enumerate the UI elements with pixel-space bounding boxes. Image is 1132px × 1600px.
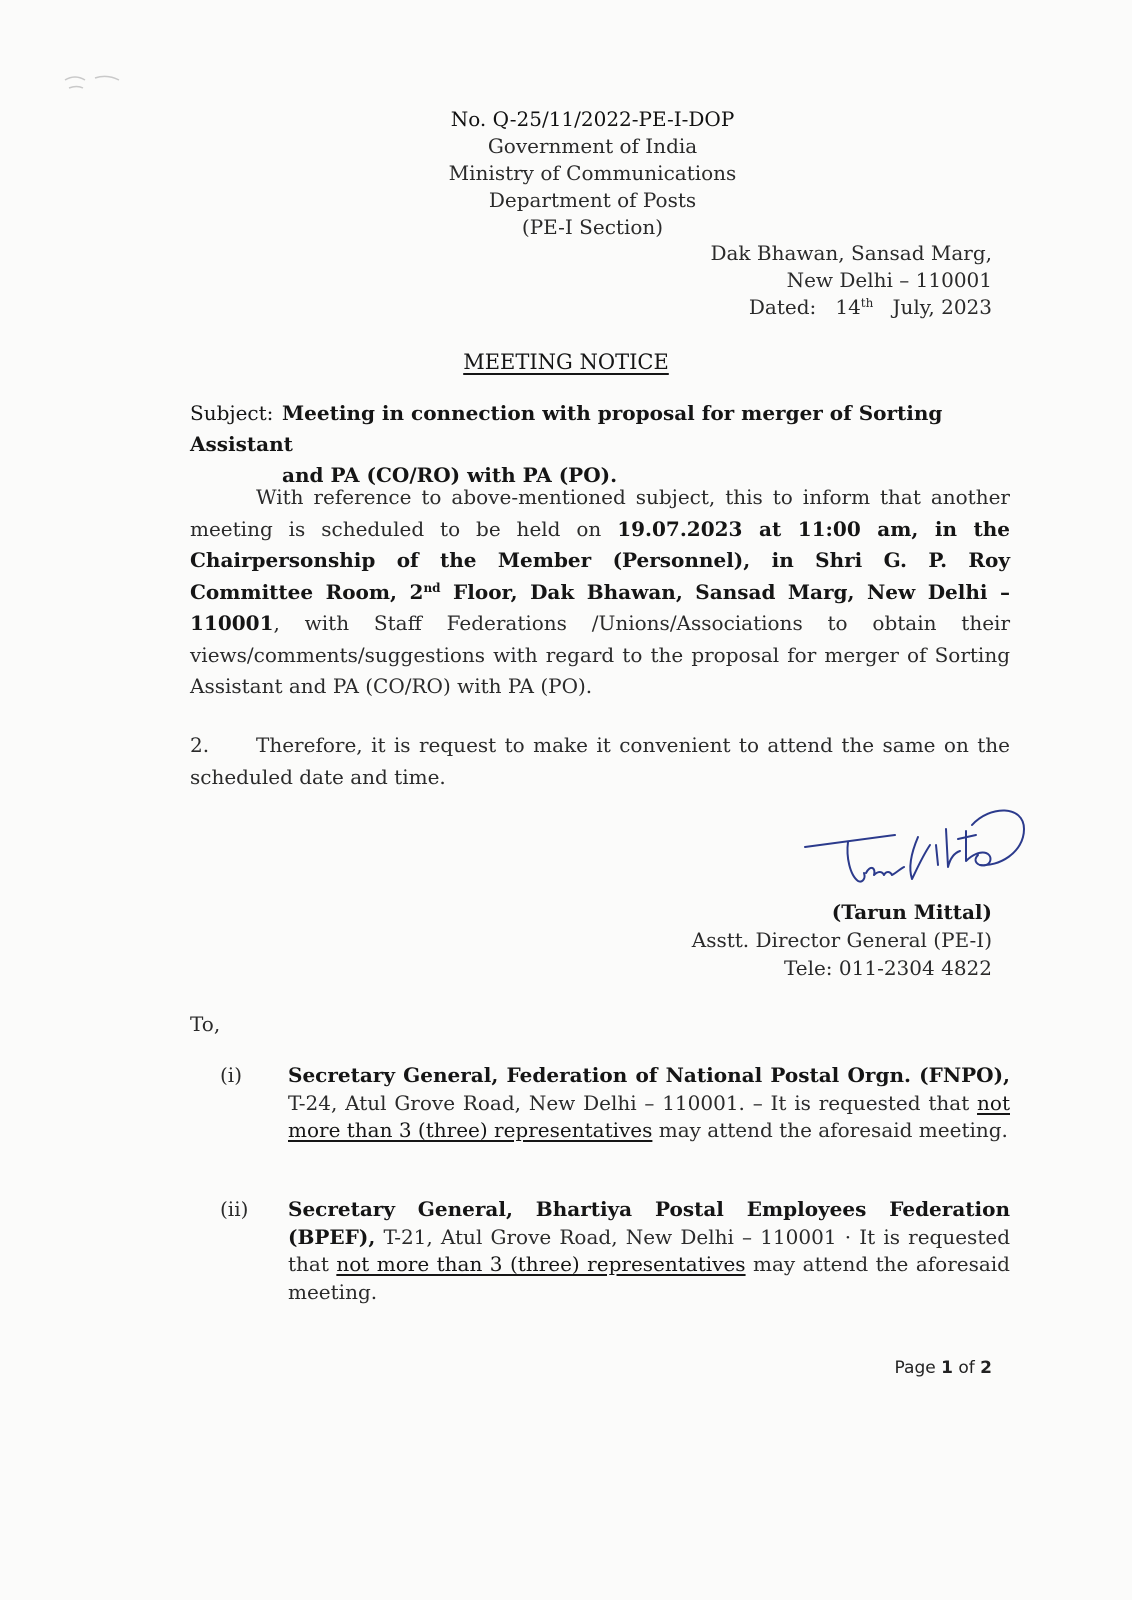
date-suffix: th xyxy=(860,296,874,310)
page-footer xyxy=(895,1358,992,1378)
para1-bold-2: Floor, Dak Bhawan, Sansad Marg, New Delhi – 110001 xyxy=(190,579,1010,635)
paragraph-2 xyxy=(190,730,1010,793)
page-current: 1 xyxy=(941,1358,953,1378)
para1-sup: nd xyxy=(423,580,441,595)
subject-line-1: Meeting in connection with proposal for merger of Sorting Assistant xyxy=(190,401,943,456)
address-block xyxy=(710,240,992,321)
recipient-limit: not more than 3 (three) representatives xyxy=(288,1090,1010,1142)
signatory-designation: Asstt. Director General (PE-I) xyxy=(691,928,992,952)
para1-bold-1: 19.07.2023 at 11:00 am, in the Chairpersonship of the Member (Personnel), in Shri G. P. Roy Committee Room, 2 xyxy=(190,516,1010,604)
recipient-name: Secretary General, Bhartiya Postal Employees Federation (BPEF), xyxy=(288,1197,1010,1249)
recipient-tail: may attend the aforesaid meeting. xyxy=(288,1252,1010,1304)
recipient-address: T-24, Atul Grove Road, New Delhi – 110001. – It is requested that xyxy=(288,1090,978,1115)
header-ministry: Ministry of Communications xyxy=(448,161,737,185)
page-total: 2 xyxy=(980,1358,992,1378)
recipient-index: (ii) xyxy=(220,1197,249,1221)
date-rest: July, 2023 xyxy=(892,295,992,319)
signatory-name: (Tarun Mittal) xyxy=(831,900,992,924)
para2-number: 2. xyxy=(190,733,210,757)
header-department: Department of Posts xyxy=(488,188,697,212)
reference-number: No. Q-25/11/2022-PE-I-DOP xyxy=(450,107,735,131)
page-of: of xyxy=(958,1358,975,1378)
to-label: To, xyxy=(190,1012,221,1036)
date-prefix: Dated: xyxy=(748,295,817,319)
signatory-telephone: Tele: 011-2304 4822 xyxy=(783,956,992,980)
signature-image xyxy=(800,795,1030,895)
subject-block xyxy=(190,398,1010,491)
subject-label: Subject: xyxy=(190,401,274,425)
address-line-1: Dak Bhawan, Sansad Marg, xyxy=(710,241,992,265)
para2-text: Therefore, it is request to make it convenient to attend the same on the scheduled date and time. xyxy=(190,733,1010,789)
recipient-body xyxy=(288,1062,1010,1145)
recipient-item xyxy=(220,1196,1010,1306)
subject-line-2: and PA (CO/RO) with PA (PO). xyxy=(282,463,618,487)
letter-header xyxy=(400,106,785,241)
para1-text-2: , with Staff Federations /Unions/Associations to obtain their views/comments/suggestions with regard to the proposal for merger of Sorting Assistant and PA (CO/RO) with PA (PO). xyxy=(190,611,1010,698)
recipient-address: T-21, Atul Grove Road, New Delhi – 110001 · It is requested that xyxy=(288,1224,1010,1276)
header-government: Government of India xyxy=(487,134,698,158)
recipient-item xyxy=(220,1062,1010,1145)
recipient-name: Secretary General, Federation of National Postal Orgn. (FNPO), xyxy=(288,1063,1010,1087)
date-line xyxy=(710,294,992,321)
paragraph-1 xyxy=(190,482,1010,703)
date-day: 14 xyxy=(835,295,861,319)
header-section: (PE-I Section) xyxy=(521,215,664,239)
address-line-2: New Delhi – 110001 xyxy=(786,268,992,292)
recipient-tail: may attend the aforesaid meeting. xyxy=(652,1118,1008,1142)
signatory-block xyxy=(692,898,992,982)
recipient-body xyxy=(288,1196,1010,1306)
page-label: Page xyxy=(894,1358,936,1378)
recipient-index: (i) xyxy=(220,1063,243,1087)
document-title: MEETING NOTICE xyxy=(463,350,669,374)
para1-text-1: With reference to above-mentioned subject, this to inform that another meeting is scheduled to be held on xyxy=(190,485,1010,541)
scan-smudge xyxy=(55,60,145,100)
recipient-limit: not more than 3 (three) representatives xyxy=(336,1252,746,1276)
